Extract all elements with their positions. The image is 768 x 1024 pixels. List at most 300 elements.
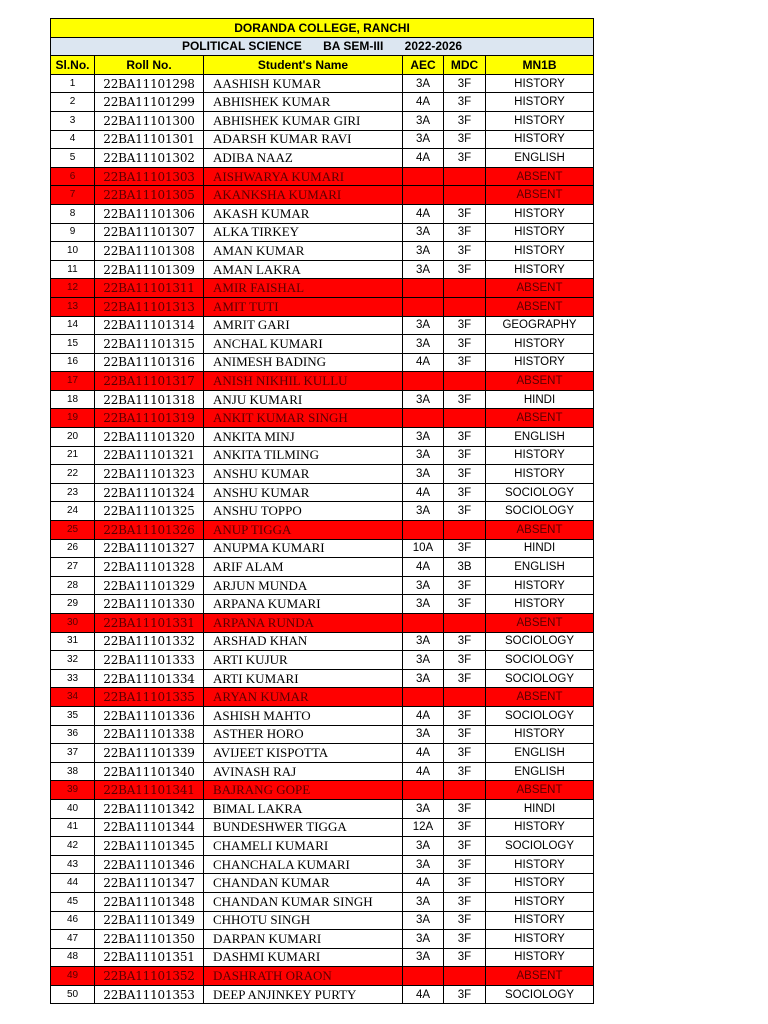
mn1b-cell: HISTORY — [486, 93, 594, 112]
sl-cell: 38 — [51, 762, 95, 781]
name-cell: CHANCHALA KUMARI — [204, 855, 403, 874]
aec-cell: 4A — [403, 483, 444, 502]
roll-cell: 22BA11101316 — [95, 353, 204, 372]
aec-cell: 4A — [403, 985, 444, 1004]
name-cell: ARTI KUJUR — [204, 651, 403, 670]
name-cell: ANCHAL KUMARI — [204, 335, 403, 354]
column-header-row — [51, 56, 594, 75]
name-cell: ANSHU KUMAR — [204, 465, 403, 484]
table-row — [51, 502, 594, 521]
mn1b-cell: HISTORY — [486, 576, 594, 595]
mdc-cell: 3F — [444, 93, 486, 112]
table-row — [51, 390, 594, 409]
aec-cell: 3A — [403, 911, 444, 930]
mdc-cell: 3F — [444, 74, 486, 93]
aec-cell: 4A — [403, 204, 444, 223]
mn1b-cell: HISTORY — [486, 874, 594, 893]
mdc-cell: 3F — [444, 595, 486, 614]
aec-cell: 3A — [403, 390, 444, 409]
name-cell: AMAN LAKRA — [204, 260, 403, 279]
sl-cell: 42 — [51, 837, 95, 856]
aec-cell: 3A — [403, 502, 444, 521]
name-cell: AMIT TUTI — [204, 297, 403, 316]
mdc-cell: 3F — [444, 446, 486, 465]
name-cell: AMAN KUMAR — [204, 242, 403, 261]
mdc-cell: 3F — [444, 111, 486, 130]
roll-cell: 22BA11101351 — [95, 948, 204, 967]
roll-cell: 22BA11101352 — [95, 967, 204, 986]
name-cell: ARYAN KUMAR — [204, 688, 403, 707]
mdc-cell: 3F — [444, 725, 486, 744]
sl-cell: 26 — [51, 539, 95, 558]
table-row — [51, 688, 594, 707]
roll-cell: 22BA11101301 — [95, 130, 204, 149]
sl-cell: 36 — [51, 725, 95, 744]
aec-cell: 3A — [403, 223, 444, 242]
mdc-cell: 3F — [444, 428, 486, 447]
name-cell: ANKITA TILMING — [204, 446, 403, 465]
table-row — [51, 223, 594, 242]
roll-cell: 22BA11101315 — [95, 335, 204, 354]
roll-cell: 22BA11101345 — [95, 837, 204, 856]
mdc-cell: 3F — [444, 818, 486, 837]
mdc-cell: 3F — [444, 911, 486, 930]
roll-cell: 22BA11101348 — [95, 892, 204, 911]
name-cell: CHHOTU SINGH — [204, 911, 403, 930]
table-row — [51, 651, 594, 670]
table-row — [51, 167, 594, 186]
mdc-cell: 3F — [444, 706, 486, 725]
mn1b-cell: HISTORY — [486, 260, 594, 279]
name-cell: AKASH KUMAR — [204, 204, 403, 223]
mn1b-cell: SOCIOLOGY — [486, 632, 594, 651]
mdc-cell: 3F — [444, 335, 486, 354]
roll-cell: 22BA11101323 — [95, 465, 204, 484]
mdc-cell: 3F — [444, 576, 486, 595]
college-title: DORANDA COLLEGE, RANCHI — [51, 19, 594, 38]
aec-cell: 3A — [403, 799, 444, 818]
roll-cell: 22BA11101353 — [95, 985, 204, 1004]
name-cell: DARPAN KUMARI — [204, 930, 403, 949]
mdc-cell: 3F — [444, 892, 486, 911]
mn1b-cell: HISTORY — [486, 465, 594, 484]
name-cell: AVINASH RAJ — [204, 762, 403, 781]
sl-cell: 4 — [51, 130, 95, 149]
sl-cell: 21 — [51, 446, 95, 465]
table-row — [51, 706, 594, 725]
mn1b-cell: SOCIOLOGY — [486, 502, 594, 521]
roll-cell: 22BA11101334 — [95, 669, 204, 688]
mn1b-cell: SOCIOLOGY — [486, 706, 594, 725]
aec-cell: 4A — [403, 762, 444, 781]
aec-cell: 3A — [403, 837, 444, 856]
mdc-cell: 3F — [444, 632, 486, 651]
col-header-mn1b: MN1B — [486, 56, 594, 75]
mdc-cell: 3B — [444, 558, 486, 577]
roll-cell: 22BA11101314 — [95, 316, 204, 335]
aec-cell: 3A — [403, 855, 444, 874]
mn1b-cell: SOCIOLOGY — [486, 669, 594, 688]
mdc-cell: 3F — [444, 874, 486, 893]
name-cell: ANUP TIGGA — [204, 521, 403, 540]
name-cell: DEEP ANJINKEY PURTY — [204, 985, 403, 1004]
roll-cell: 22BA11101318 — [95, 390, 204, 409]
sl-cell: 47 — [51, 930, 95, 949]
roll-cell: 22BA11101306 — [95, 204, 204, 223]
name-cell: ALKA TIRKEY — [204, 223, 403, 242]
roll-cell: 22BA11101325 — [95, 502, 204, 521]
mdc-cell — [444, 297, 486, 316]
sl-cell: 46 — [51, 911, 95, 930]
name-cell: BUNDESHWER TIGGA — [204, 818, 403, 837]
name-cell: CHAMELI KUMARI — [204, 837, 403, 856]
aec-cell: 12A — [403, 818, 444, 837]
name-cell: DASHMI KUMARI — [204, 948, 403, 967]
mn1b-cell: HISTORY — [486, 948, 594, 967]
sl-cell: 17 — [51, 372, 95, 391]
table-row — [51, 260, 594, 279]
roll-cell: 22BA11101330 — [95, 595, 204, 614]
roll-cell: 22BA11101340 — [95, 762, 204, 781]
sl-cell: 48 — [51, 948, 95, 967]
sl-cell: 50 — [51, 985, 95, 1004]
roll-cell: 22BA11101327 — [95, 539, 204, 558]
mn1b-cell: HISTORY — [486, 130, 594, 149]
mn1b-cell: SOCIOLOGY — [486, 985, 594, 1004]
roll-cell: 22BA11101311 — [95, 279, 204, 298]
roll-cell: 22BA11101338 — [95, 725, 204, 744]
mdc-cell: 3F — [444, 669, 486, 688]
mn1b-cell: ENGLISH — [486, 762, 594, 781]
table-row — [51, 781, 594, 800]
name-cell: ABHISHEK KUMAR — [204, 93, 403, 112]
sl-cell: 12 — [51, 279, 95, 298]
roll-cell: 22BA11101333 — [95, 651, 204, 670]
sl-cell: 25 — [51, 521, 95, 540]
sl-cell: 45 — [51, 892, 95, 911]
sl-cell: 39 — [51, 781, 95, 800]
table-row — [51, 335, 594, 354]
mn1b-cell: HISTORY — [486, 855, 594, 874]
table-row — [51, 204, 594, 223]
name-cell: ANISH NIKHIL KULLU — [204, 372, 403, 391]
mn1b-cell: HISTORY — [486, 446, 594, 465]
aec-cell: 4A — [403, 149, 444, 168]
mn1b-cell: ABSENT — [486, 186, 594, 205]
mdc-cell: 3F — [444, 985, 486, 1004]
name-cell: AMRIT GARI — [204, 316, 403, 335]
table-row — [51, 372, 594, 391]
sl-cell: 18 — [51, 390, 95, 409]
name-cell: ADIBA NAAZ — [204, 149, 403, 168]
table-row — [51, 74, 594, 93]
sl-cell: 16 — [51, 353, 95, 372]
mdc-cell — [444, 186, 486, 205]
col-header-mdc: MDC — [444, 56, 486, 75]
roll-cell: 22BA11101309 — [95, 260, 204, 279]
sl-cell: 28 — [51, 576, 95, 595]
aec-cell — [403, 781, 444, 800]
course-label: BA SEM-III — [323, 39, 384, 54]
sl-cell: 43 — [51, 855, 95, 874]
aec-cell: 3A — [403, 446, 444, 465]
aec-cell: 4A — [403, 353, 444, 372]
aec-cell: 10A — [403, 539, 444, 558]
mdc-cell: 3F — [444, 130, 486, 149]
sl-cell: 41 — [51, 818, 95, 837]
mn1b-cell: ABSENT — [486, 409, 594, 428]
sl-cell: 2 — [51, 93, 95, 112]
mn1b-cell: ABSENT — [486, 297, 594, 316]
mdc-cell: 3F — [444, 502, 486, 521]
aec-cell: 3A — [403, 130, 444, 149]
table-row — [51, 911, 594, 930]
mdc-cell: 3F — [444, 837, 486, 856]
mdc-cell — [444, 167, 486, 186]
mdc-cell: 3F — [444, 390, 486, 409]
aec-cell — [403, 521, 444, 540]
name-cell: ANSHU KUMAR — [204, 483, 403, 502]
mn1b-cell: HISTORY — [486, 930, 594, 949]
aec-cell: 4A — [403, 558, 444, 577]
name-cell: ASTHER HORO — [204, 725, 403, 744]
name-cell: BAJRANG GOPE — [204, 781, 403, 800]
mn1b-cell: HISTORY — [486, 595, 594, 614]
aec-cell: 3A — [403, 316, 444, 335]
table-row — [51, 614, 594, 633]
mdc-cell: 3F — [444, 855, 486, 874]
table-row — [51, 130, 594, 149]
sl-cell: 33 — [51, 669, 95, 688]
mdc-cell: 3F — [444, 316, 486, 335]
mdc-cell: 3F — [444, 744, 486, 763]
aec-cell — [403, 688, 444, 707]
sl-cell: 20 — [51, 428, 95, 447]
name-cell: AKANKSHA KUMARI — [204, 186, 403, 205]
mdc-cell: 3F — [444, 483, 486, 502]
roll-cell: 22BA11101350 — [95, 930, 204, 949]
name-cell: BIMAL LAKRA — [204, 799, 403, 818]
roll-cell: 22BA11101335 — [95, 688, 204, 707]
mn1b-cell: HISTORY — [486, 818, 594, 837]
roll-cell: 22BA11101341 — [95, 781, 204, 800]
mdc-cell: 3F — [444, 930, 486, 949]
mdc-cell — [444, 521, 486, 540]
mn1b-cell: HINDI — [486, 799, 594, 818]
col-header-name: Student's Name — [204, 56, 403, 75]
sl-cell: 11 — [51, 260, 95, 279]
mn1b-cell: HISTORY — [486, 204, 594, 223]
aec-cell — [403, 186, 444, 205]
table-row — [51, 409, 594, 428]
mn1b-cell: ENGLISH — [486, 744, 594, 763]
mdc-cell — [444, 781, 486, 800]
mn1b-cell: ABSENT — [486, 614, 594, 633]
sl-cell: 35 — [51, 706, 95, 725]
roll-cell: 22BA11101336 — [95, 706, 204, 725]
sl-cell: 23 — [51, 483, 95, 502]
sl-cell: 13 — [51, 297, 95, 316]
sl-cell: 10 — [51, 242, 95, 261]
roll-cell: 22BA11101347 — [95, 874, 204, 893]
roll-cell: 22BA11101349 — [95, 911, 204, 930]
roll-cell: 22BA11101332 — [95, 632, 204, 651]
mn1b-cell: ABSENT — [486, 967, 594, 986]
mn1b-cell: SOCIOLOGY — [486, 483, 594, 502]
table-row — [51, 279, 594, 298]
sl-cell: 9 — [51, 223, 95, 242]
name-cell: ANIMESH BADING — [204, 353, 403, 372]
aec-cell: 4A — [403, 706, 444, 725]
mn1b-cell: HINDI — [486, 390, 594, 409]
mn1b-cell: ENGLISH — [486, 558, 594, 577]
table-row — [51, 186, 594, 205]
roll-cell: 22BA11101346 — [95, 855, 204, 874]
sl-cell: 3 — [51, 111, 95, 130]
name-cell: ABHISHEK KUMAR GIRI — [204, 111, 403, 130]
roll-cell: 22BA11101317 — [95, 372, 204, 391]
mdc-cell — [444, 372, 486, 391]
roll-cell: 22BA11101344 — [95, 818, 204, 837]
aec-cell: 4A — [403, 874, 444, 893]
mn1b-cell: HISTORY — [486, 335, 594, 354]
roll-cell: 22BA11101324 — [95, 483, 204, 502]
mdc-cell: 3F — [444, 948, 486, 967]
mdc-cell — [444, 409, 486, 428]
table-row — [51, 892, 594, 911]
table-row — [51, 465, 594, 484]
aec-cell — [403, 297, 444, 316]
mn1b-cell: ABSENT — [486, 781, 594, 800]
mn1b-cell: ABSENT — [486, 521, 594, 540]
student-list-table — [50, 18, 594, 1004]
subtitle-row — [51, 37, 594, 56]
table-row — [51, 428, 594, 447]
sl-cell: 1 — [51, 74, 95, 93]
name-cell: ARTI KUMARI — [204, 669, 403, 688]
sl-cell: 8 — [51, 204, 95, 223]
mdc-cell — [444, 279, 486, 298]
mdc-cell: 3F — [444, 260, 486, 279]
aec-cell: 3A — [403, 111, 444, 130]
subtitle-cell — [51, 37, 594, 56]
sl-cell: 19 — [51, 409, 95, 428]
sl-cell: 32 — [51, 651, 95, 670]
mn1b-cell: HISTORY — [486, 353, 594, 372]
roll-cell: 22BA11101303 — [95, 167, 204, 186]
table-row — [51, 576, 594, 595]
sl-cell: 14 — [51, 316, 95, 335]
table-row — [51, 967, 594, 986]
sl-cell: 6 — [51, 167, 95, 186]
aec-cell: 4A — [403, 93, 444, 112]
aec-cell: 3A — [403, 892, 444, 911]
mdc-cell: 3F — [444, 651, 486, 670]
mdc-cell — [444, 688, 486, 707]
mdc-cell: 3F — [444, 204, 486, 223]
roll-cell: 22BA11101328 — [95, 558, 204, 577]
aec-cell: 3A — [403, 669, 444, 688]
roll-cell: 22BA11101305 — [95, 186, 204, 205]
name-cell: DASHRATH ORAON — [204, 967, 403, 986]
mn1b-cell: HISTORY — [486, 223, 594, 242]
name-cell: AMIR FAISHAL — [204, 279, 403, 298]
roll-cell: 22BA11101342 — [95, 799, 204, 818]
table-row — [51, 483, 594, 502]
table-row — [51, 818, 594, 837]
sl-cell: 30 — [51, 614, 95, 633]
aec-cell: 3A — [403, 74, 444, 93]
table-row — [51, 874, 594, 893]
mdc-cell: 3F — [444, 149, 486, 168]
aec-cell: 3A — [403, 576, 444, 595]
aec-cell: 3A — [403, 595, 444, 614]
mn1b-cell: HISTORY — [486, 892, 594, 911]
table-row — [51, 149, 594, 168]
sl-cell: 27 — [51, 558, 95, 577]
mn1b-cell: ABSENT — [486, 688, 594, 707]
name-cell: ADARSH KUMAR RAVI — [204, 130, 403, 149]
roll-cell: 22BA11101300 — [95, 111, 204, 130]
roll-cell: 22BA11101329 — [95, 576, 204, 595]
aec-cell: 3A — [403, 948, 444, 967]
table-row — [51, 353, 594, 372]
mn1b-cell: HISTORY — [486, 242, 594, 261]
mn1b-cell: HINDI — [486, 539, 594, 558]
sl-cell: 49 — [51, 967, 95, 986]
roll-cell: 22BA11101319 — [95, 409, 204, 428]
name-cell: ANJU KUMARI — [204, 390, 403, 409]
sl-cell: 24 — [51, 502, 95, 521]
aec-cell: 3A — [403, 651, 444, 670]
aec-cell: 3A — [403, 260, 444, 279]
table-row — [51, 521, 594, 540]
sl-cell: 22 — [51, 465, 95, 484]
table-row — [51, 632, 594, 651]
name-cell: ARPANA KUMARI — [204, 595, 403, 614]
mdc-cell: 3F — [444, 762, 486, 781]
table-row — [51, 595, 594, 614]
sl-cell: 34 — [51, 688, 95, 707]
roll-cell: 22BA11101331 — [95, 614, 204, 633]
table-row — [51, 744, 594, 763]
aec-cell: 3A — [403, 335, 444, 354]
name-cell: ANKIT KUMAR SINGH — [204, 409, 403, 428]
aec-cell: 3A — [403, 465, 444, 484]
sl-cell: 15 — [51, 335, 95, 354]
aec-cell: 3A — [403, 632, 444, 651]
table-row — [51, 762, 594, 781]
roll-cell: 22BA11101326 — [95, 521, 204, 540]
table-row — [51, 446, 594, 465]
table-row — [51, 855, 594, 874]
aec-cell — [403, 167, 444, 186]
aec-cell — [403, 614, 444, 633]
table-row — [51, 837, 594, 856]
aec-cell: 3A — [403, 725, 444, 744]
name-cell: ASHISH MAHTO — [204, 706, 403, 725]
session-label: 2022-2026 — [404, 39, 463, 54]
mn1b-cell: SOCIOLOGY — [486, 837, 594, 856]
mdc-cell: 3F — [444, 223, 486, 242]
roll-cell: 22BA11101307 — [95, 223, 204, 242]
table-row — [51, 539, 594, 558]
table-row — [51, 930, 594, 949]
aec-cell: 3A — [403, 428, 444, 447]
table-row — [51, 242, 594, 261]
roll-cell: 22BA11101299 — [95, 93, 204, 112]
mdc-cell: 3F — [444, 465, 486, 484]
